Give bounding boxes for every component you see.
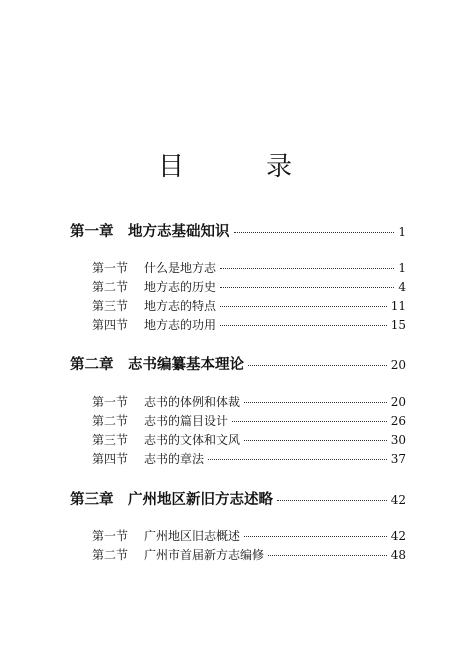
page-number: 37 [390,452,406,466]
section-title: 志书的体例和体裁 [144,395,241,409]
dot-leader [234,231,395,233]
section-title: 志书的篇目设计 [144,414,229,428]
page-number: 11 [390,299,406,313]
section-title: 志书的章法 [144,452,205,466]
dot-leader [220,305,387,307]
section-number: 第四节 [92,318,129,332]
toc-section[interactable] [92,412,406,429]
section-title: 地方志的历史 [144,280,217,294]
toc-section[interactable] [92,546,406,563]
toc-section[interactable] [92,393,406,410]
section-number: 第二节 [92,548,129,562]
chapter-number: 第二章 [70,357,114,373]
page-number: 48 [390,548,406,562]
chapter-number: 第三章 [70,492,114,508]
dot-leader [208,458,387,460]
section-number: 第三节 [92,299,129,313]
section-number: 第一节 [92,529,129,543]
chapter-title: 地方志基础知识 [128,224,230,240]
page-number: 1 [398,225,406,239]
page-number: 4 [398,280,406,294]
dot-leader [220,267,394,269]
page-number: 15 [390,318,406,332]
toc-section[interactable] [92,527,406,544]
chapter-number: 第一章 [70,224,114,240]
dot-leader [268,554,387,556]
dot-leader [244,439,387,441]
page-number: 42 [390,529,406,543]
dot-leader [248,364,387,366]
toc-section[interactable] [92,431,406,448]
toc-section[interactable] [92,450,406,467]
toc-section[interactable] [92,259,406,276]
section-number: 第一节 [92,261,129,275]
section-number: 第三节 [92,433,129,447]
toc-section[interactable] [92,278,406,295]
page-title: 目 录 [157,152,320,182]
toc-chapter[interactable] [70,488,406,509]
section-title: 什么是地方志 [144,261,217,275]
section-title: 地方志的功用 [144,318,217,332]
section-number: 第二节 [92,280,129,294]
section-title: 广州地区旧志概述 [144,529,241,543]
section-number: 第一节 [92,395,129,409]
page-number: 1 [398,261,406,275]
page-number: 26 [390,414,406,428]
dot-leader [244,535,387,537]
toc-section[interactable] [92,297,406,314]
chapter-title: 广州地区新旧方志述略 [128,492,273,508]
page-number: 42 [390,493,406,507]
toc-section[interactable] [92,316,406,333]
toc-chapter[interactable] [70,220,406,241]
page-number: 20 [390,395,406,409]
dot-leader [244,401,387,403]
section-title: 广州市首届新方志编修 [144,548,265,562]
dot-leader [277,499,387,501]
dot-leader [220,286,394,288]
page-number: 20 [390,358,406,372]
dot-leader [220,324,387,326]
section-title: 地方志的特点 [144,299,217,313]
section-title: 志书的文体和文风 [144,433,241,447]
page-number: 30 [390,433,406,447]
dot-leader [232,420,387,422]
chapter-title: 志书编纂基本理论 [128,357,244,373]
toc-chapter[interactable] [70,353,406,374]
section-number: 第四节 [92,452,129,466]
section-number: 第二节 [92,414,129,428]
